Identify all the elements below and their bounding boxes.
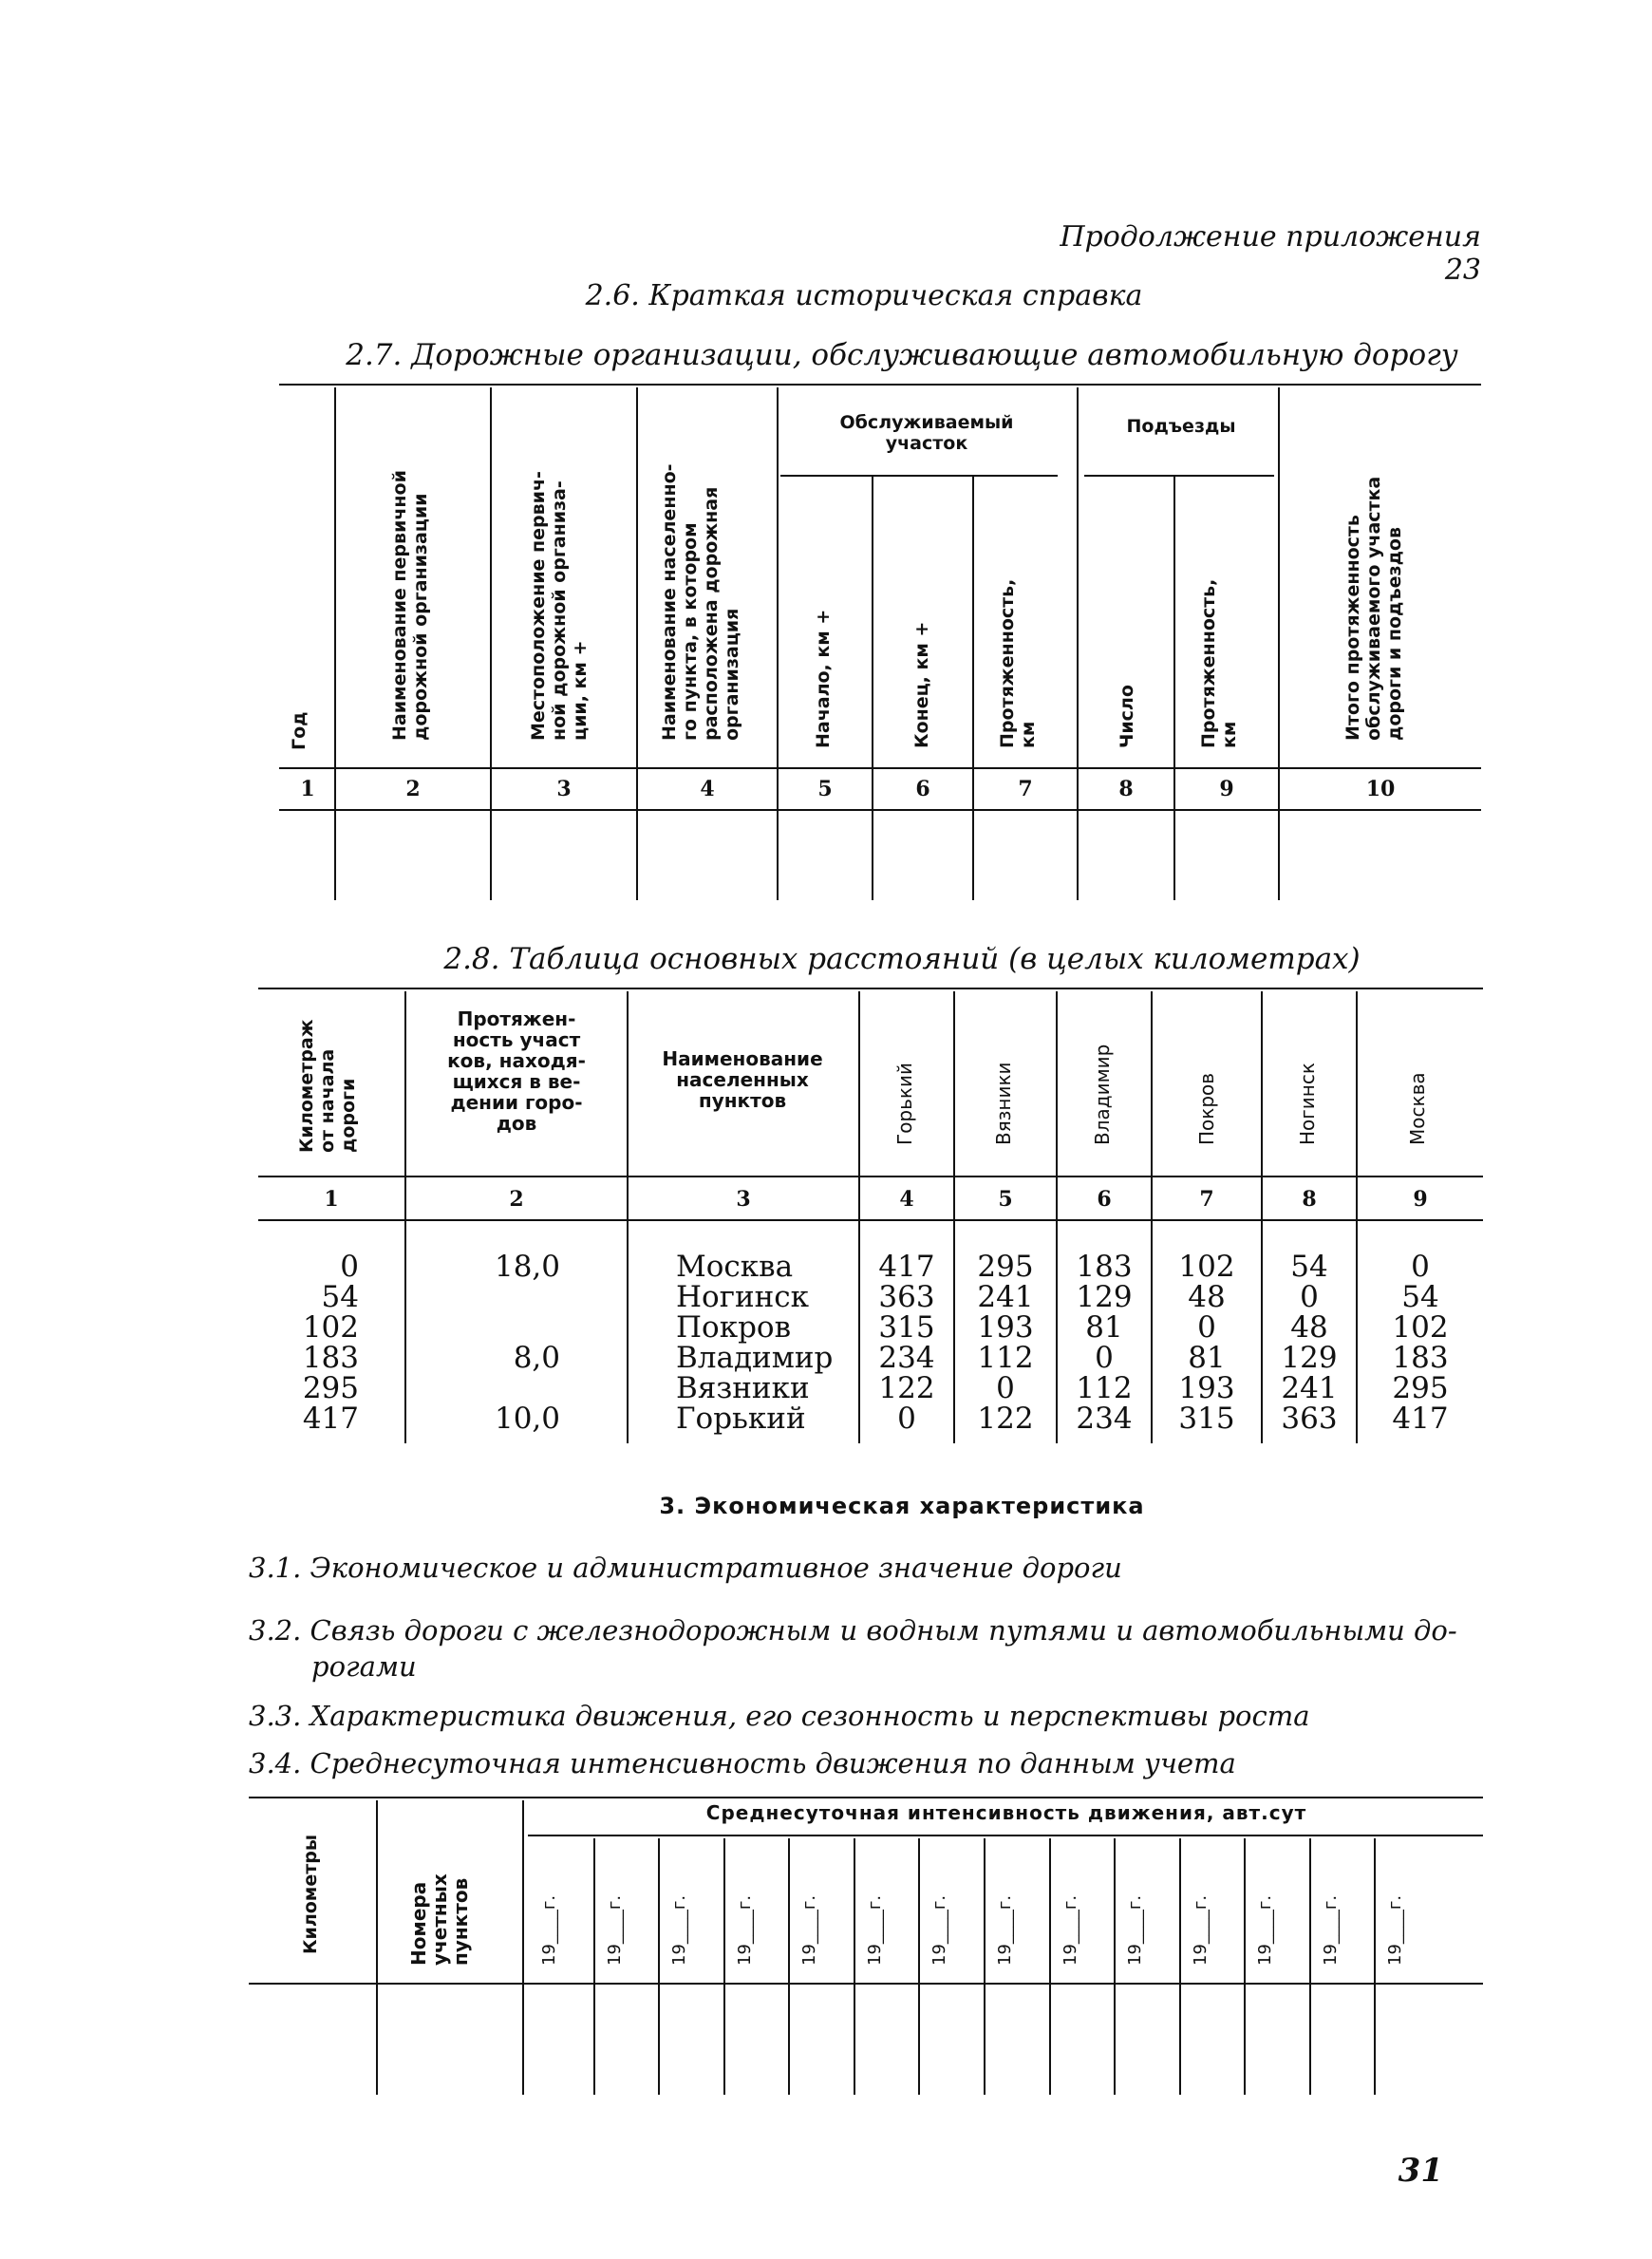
t1-header-end: Конец, км +	[911, 621, 932, 748]
t3-year-header-5: 19____г.	[799, 1894, 820, 1966]
t2-header-vyazniki: Вязники	[992, 1062, 1015, 1145]
t1-header-start: Начало, км +	[813, 609, 834, 748]
t1-colnum-10: 10	[1365, 777, 1396, 801]
t1-colnum-4: 4	[700, 777, 715, 801]
t2-col-gorky: 417 363 315 234 122 0	[878, 1250, 935, 1436]
t2-colnum-1: 1	[324, 1187, 339, 1212]
t2-col-pokrov: 102 48 0 81 193 315	[1178, 1250, 1235, 1436]
t2-colnum-2: 2	[509, 1187, 524, 1212]
t2-col-km: 0 54 102 183 295 417	[302, 1250, 359, 1436]
t1-colnum-2: 2	[405, 777, 421, 801]
t1-colnum-8: 8	[1118, 777, 1134, 801]
section-3-4: 3.4. Среднесуточная интенсивность движения по данным учета	[249, 1747, 1236, 1779]
section-3-2-line2: рогами	[311, 1650, 417, 1683]
t3-group-header: Среднесуточная интенсивность движения, авт.сут	[705, 1801, 1307, 1824]
t3-year-header-12: 19____г.	[1255, 1894, 1276, 1966]
t2-header-moscow: Москва	[1406, 1072, 1429, 1145]
section-2-8-title: 2.8. Таблица основных расстояний (в целых километрах)	[443, 942, 1361, 976]
t2-colnum-8: 8	[1302, 1187, 1317, 1212]
t3-year-header-14: 19____г.	[1385, 1894, 1406, 1966]
t3-header-km: Километры	[300, 1834, 321, 1954]
t1-header-settlement: Наименование населенно- го пункта, в котором расположена дорожная организация	[659, 463, 742, 741]
t2-colnum-9: 9	[1413, 1187, 1428, 1212]
section-3-title: 3. Экономическая характеристика	[659, 1493, 1145, 1519]
t2-header-noginsk: Ногинск	[1296, 1063, 1319, 1145]
t1-colnum-5: 5	[817, 777, 833, 801]
t2-col-moscow: 0 54 102 183 295 417	[1392, 1250, 1449, 1436]
t3-year-header-11: 19____г.	[1190, 1894, 1211, 1966]
section-3-3: 3.3. Характеристика движения, его сезонность и перспективы роста	[249, 1700, 1310, 1732]
t2-header-vladimir: Владимир	[1091, 1044, 1114, 1145]
t2-header-gorky: Горький	[893, 1063, 916, 1145]
t1-header-length: Протяженность, км	[997, 578, 1039, 748]
group-access-roads: Подъезды	[1126, 416, 1236, 437]
t2-col-noginsk: 54 0 48 129 241 363	[1281, 1250, 1338, 1436]
t3-year-header-13: 19____г.	[1320, 1894, 1341, 1966]
t1-colnum-7: 7	[1018, 777, 1033, 801]
t1-header-org-name: Наименование первичной дорожной организации	[389, 470, 431, 741]
t3-year-header-7: 19____г.	[929, 1894, 950, 1966]
t2-header-pokrov: Покров	[1195, 1072, 1218, 1145]
t1-header-org-location: Местоположение первич- ной дорожной организа- ции, км +	[528, 471, 591, 741]
t1-colnum-1: 1	[300, 777, 315, 801]
t1-header-year: Год	[289, 711, 310, 750]
t2-col-vyazniki: 295 241 193 112 0 122	[977, 1250, 1034, 1436]
t3-year-header-6: 19____г.	[864, 1894, 885, 1966]
t1-colnum-9: 9	[1219, 777, 1234, 801]
t2-col-city-length: 18,0 8,0 10,0	[494, 1250, 560, 1436]
t3-year-header-8: 19____г.	[995, 1894, 1015, 1966]
t2-col-vladimir: 183 129 81 0 112 234	[1076, 1250, 1133, 1436]
group-served-section: Обслуживаемый участок	[839, 412, 1014, 454]
t2-colnum-3: 3	[736, 1187, 751, 1212]
t1-header-count: Число	[1117, 685, 1137, 748]
t3-year-header-4: 19____г.	[734, 1894, 755, 1966]
t3-year-header-9: 19____г.	[1060, 1894, 1080, 1966]
section-2-6-title: 2.6. Краткая историческая справка	[585, 279, 1143, 312]
section-2-7-title: 2.7. Дорожные организации, обслуживающие автомобильную дорогу	[346, 338, 1458, 372]
t2-header-km: Километраж от начала дороги	[296, 1019, 359, 1153]
section-3-2-line1: 3.2. Связь дороги с железнодорожным и водным путями и автомобильными до-	[249, 1614, 1457, 1647]
t2-header-settlements: Наименование населенных пунктов	[662, 1047, 823, 1112]
t2-header-city-length: Протяжен- ность участ ков, находя- щихся в ве- дении горо- дов	[447, 1007, 586, 1135]
t2-colnum-6: 6	[1097, 1187, 1112, 1212]
t3-header-count-points: Номера учетных пунктов	[407, 1873, 472, 1966]
t3-year-header-3: 19____г.	[669, 1894, 690, 1966]
continuation-label: Продолжение приложения 23	[1060, 220, 1481, 287]
t2-col-settlements: Москва Ногинск Покров Владимир Вязники Горький	[676, 1250, 834, 1436]
t1-colnum-3: 3	[556, 777, 572, 801]
t1-header-access-length: Протяженность, км	[1198, 578, 1240, 748]
t1-colnum-6: 6	[915, 777, 930, 801]
section-3-1: 3.1. Экономическое и административное значение дороги	[249, 1552, 1122, 1584]
t3-year-header-1: 19____г.	[539, 1894, 559, 1966]
t2-colnum-4: 4	[899, 1187, 914, 1212]
t3-year-header-10: 19____г.	[1125, 1894, 1146, 1966]
page-number: 31	[1398, 2152, 1443, 2190]
t1-header-total: Итого протяженность обслуживаемого участка дороги и подъездов	[1342, 476, 1405, 741]
t2-colnum-5: 5	[998, 1187, 1013, 1212]
t3-year-header-2: 19____г.	[604, 1894, 625, 1966]
t2-colnum-7: 7	[1199, 1187, 1214, 1212]
